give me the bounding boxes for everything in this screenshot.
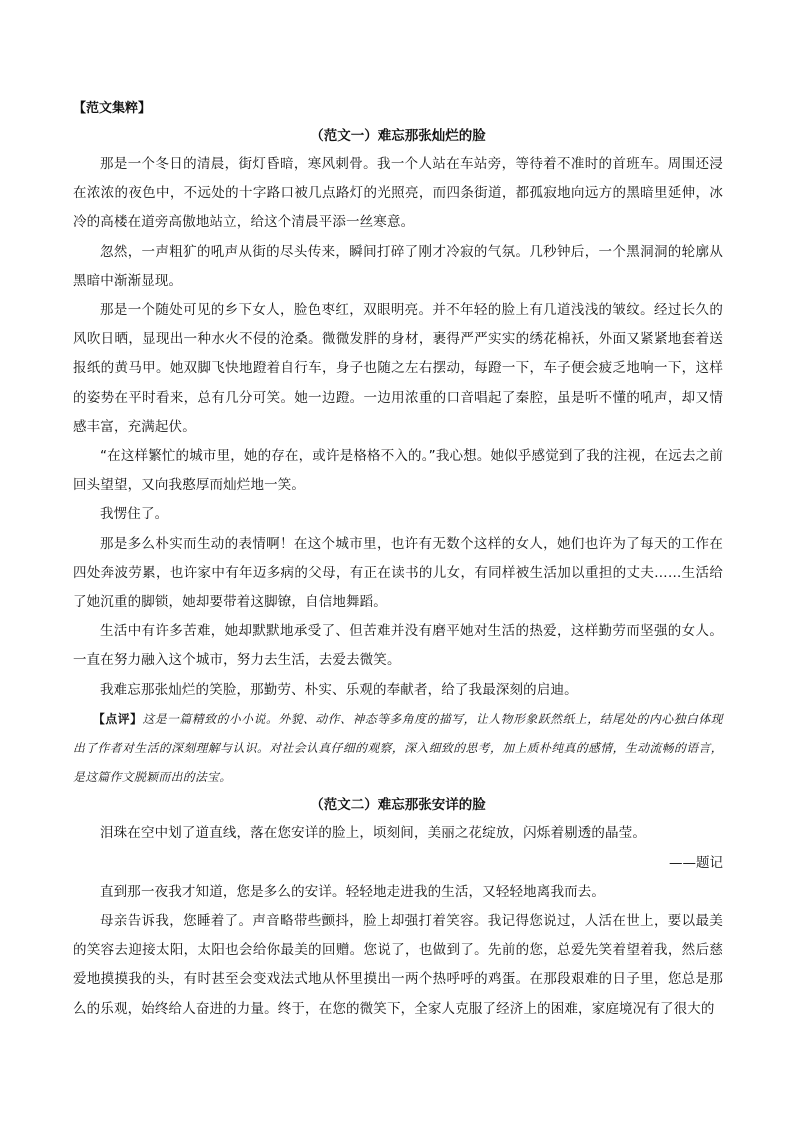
essay1-paragraph: 那是多么朴实而生动的表情啊！在这个城市里，也许有无数个这样的女人，她们也许为了每天的工作在四处奔波劳累，也许家中有年迈多病的父母，有正在读书的儿女，有同样被生活加以重担的丈夫……生活给了她沉重的脚锁，她却要带着这脚镣，自信地舞蹈。 bbox=[73, 535, 723, 611]
essay1-paragraph: 那是一个冬日的清晨，街灯昏暗，寒风刺骨。我一个人站在车站旁，等待着不准时的首班车。周围还浸在浓浓的夜色中，不远处的十字路口被几点路灯的光照亮，而四条街道，都孤寂地向远方的黑暗里延伸，冰冷的高楼在道旁高傲地站立，给这个清晨平添一丝寒意。 bbox=[73, 156, 723, 231]
page-content bbox=[73, 98, 723, 1024]
comment-text: 这是一篇精致的小小说。外貌、动作、神态等多角度的描写，让人物形象跃然纸上，结尾处的内心独白体现出了作者对生活的深刻理解与认识。对社会认真仔细的观察，深入细致的思考，加上质朴纯真的感情，生动流畅的语言，是这篇作文脱颖而出的法宝。 bbox=[73, 711, 723, 785]
essay1-paragraph: 忽然，一声粗犷的吼声从街的尽头传来，瞬间打碎了刚才冷寂的气氛。几秒钟后，一个黑洞洞的轮廓从黑暗中渐渐显现。 bbox=[73, 243, 723, 289]
essay1-paragraph: 生活中有许多苦难，她却默默地承受了、但苦难并没有磨平她对生活的热爱，这样勤劳而坚强的女人。一直在努力融入这个城市，努力去生活，去爱去微笑。 bbox=[73, 623, 723, 669]
comment-tag: 【点评】 bbox=[93, 711, 143, 726]
essay2-paragraph: 母亲告诉我，您睡着了。声音略带些颤抖，脸上却强打着笑容。我记得您说过，人活在世上，要以最美的笑容去迎接太阳，太阳也会给你最美的回赠。您说了，也做到了。先前的您，总爱先笑着望着我，然后慈爱地摸摸我的头，有时甚至会变戏法式地从怀里摸出一两个热呼呼的鸡蛋。在那段艰难的日子里，您总是那么的乐观，始终给人奋进的力量。终于，在您的微笑下，全家人克服了经济上的困难，家庭境况有了很大的 bbox=[73, 913, 723, 1017]
essay2-epigraph-sign: ——题记 bbox=[669, 854, 723, 871]
essay2-epigraph: 泪珠在空中划了道直线，落在您安详的脸上，顷刻间，美丽之花绽放，闪烁着剔透的晶莹。 bbox=[100, 825, 646, 842]
essay1-title: （范文一）难忘那张灿烂的脸 bbox=[310, 128, 486, 144]
essay1-paragraph: 我难忘那张灿烂的笑脸，那勤劳、朴实、乐观的奉献者，给了我最深刻的启迪。 bbox=[100, 681, 578, 698]
essay1-paragraph: 我愣住了。 bbox=[100, 506, 169, 523]
section-tag: 【范文集粹】 bbox=[73, 101, 152, 116]
essay1-paragraph: “在这样繁忙的城市里，她的存在，或许是格格不入的。”我心想。她似乎感觉到了我的注视，在远去之前回头望望，又向我憨厚而灿烂地一笑。 bbox=[73, 448, 723, 494]
essay1-comment bbox=[73, 705, 723, 793]
essay2-title: （范文二）难忘那张安详的脸 bbox=[310, 797, 486, 814]
essay2-paragraph: 直到那一夜我才知道，您是多么的安详。轻轻地走进我的生活，又轻轻地离我而去。 bbox=[100, 883, 606, 900]
essay1-paragraph: 那是一个随处可见的乡下女人，脸色枣红，双眼明亮。并不年轻的脸上有几道浅浅的皱纹。经过长久的风吹日晒，显现出一种水火不侵的沧桑。微微发胖的身材，裹得严严实实的绣花棉袄，外面又紧紧地套着送报纸的黄马甲。她双脚飞快地蹬着自行车，身子也随之左右摆动，每蹬一下，车子便会疲乏地响一下，这样的姿势在平时看来，总有几分可笑。她一边蹬。一边用浓重的口音唱起了秦腔，虽是听不懂的吼声，却又情感丰富，充满起伏。 bbox=[73, 302, 723, 435]
